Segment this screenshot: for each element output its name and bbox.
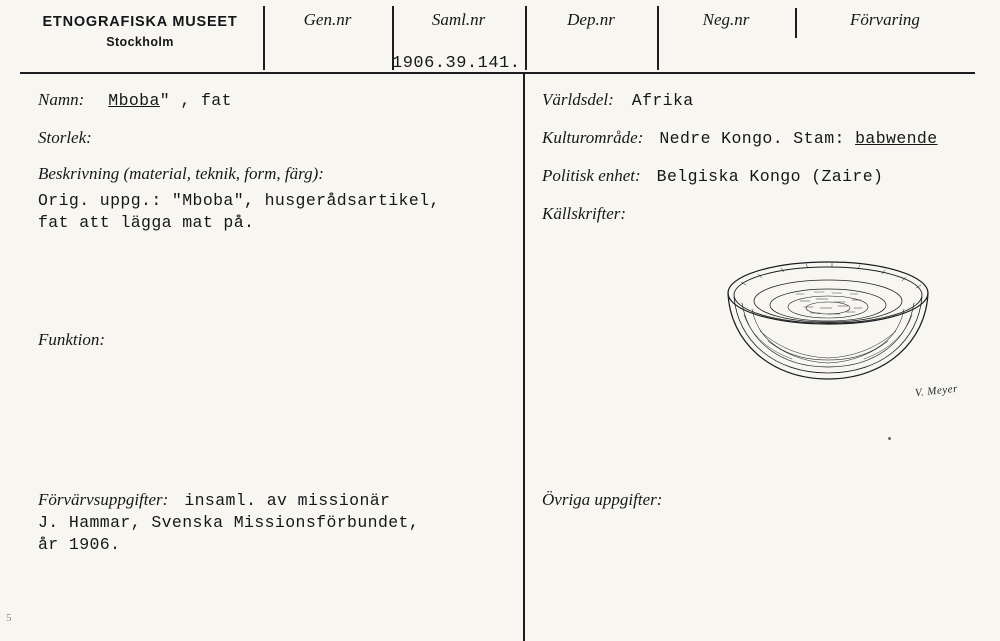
header-col-dep-nr: [525, 0, 657, 72]
museum-name: ETNOGRAFISKA MUSEET: [42, 14, 238, 30]
field-forvarvsuppgifter-label: Förvärvsuppgifter:: [38, 490, 169, 509]
field-beskrivning: [38, 164, 440, 232]
header-col-neg-nr: [657, 0, 795, 72]
field-funktion-label: Funktion:: [38, 330, 106, 349]
gen-nr-value: 1906.39.141.: [392, 54, 521, 73]
header-col-gen-nr-label: Gen.nr: [303, 10, 352, 29]
field-kulturomrade-value-tribe: babwende: [855, 129, 938, 148]
header-col-neg-nr-label: Neg.nr: [702, 10, 750, 29]
museum-city: Stockholm: [106, 35, 174, 49]
field-namn-label: Namn:: [38, 90, 85, 109]
field-forvarvsuppgifter-line-2: J. Hammar, Svenska Missionsförbundet,: [38, 513, 420, 532]
field-forvarvsuppgifter: [38, 490, 419, 554]
header-col-dep-nr-label: Dep.nr: [567, 10, 615, 29]
field-forvarvsuppgifter-first-line: [38, 490, 419, 510]
field-ovriga-uppgifter: [542, 490, 676, 510]
header-col-forvaring: [795, 0, 975, 72]
field-kallskrifter-label: Källskrifter:: [542, 204, 627, 223]
field-kulturomrade-value-prefix: Nedre Kongo. Stam:: [659, 129, 856, 148]
field-namn: [38, 90, 232, 110]
field-politisk-enhet-label: Politisk enhet:: [542, 166, 641, 185]
field-namn-value-underlined: Mboba: [108, 91, 160, 110]
field-kallskrifter: [542, 204, 640, 224]
field-storlek-label: Storlek:: [38, 128, 92, 147]
header-col-saml-nr-label: Saml.nr: [431, 10, 486, 29]
header-col-forvaring-label: Förvaring: [850, 10, 920, 29]
artist-signature: V. Meyer: [914, 382, 959, 400]
field-forvarvsuppgifter-line-3: år 1906.: [38, 535, 121, 554]
field-beskrivning-line-1: Orig. uppg.: "Mboba", husgerådsartikel,: [38, 191, 440, 210]
field-politisk-enhet: [542, 166, 883, 186]
field-varldsdel: [542, 90, 694, 110]
header-col-gen-nr: [263, 0, 392, 72]
field-forvarvsuppgifter-line-1: insaml. av missionär: [184, 491, 391, 510]
museum-identity: [20, 0, 260, 72]
field-beskrivning-line-2: fat att lägga mat på.: [38, 213, 255, 232]
field-varldsdel-label: Världsdel:: [542, 90, 614, 109]
field-kulturomrade: [542, 128, 938, 148]
field-storlek: [38, 128, 106, 148]
column-divider: [523, 74, 525, 641]
field-varldsdel-value: Afrika: [631, 91, 694, 110]
field-beskrivning-label: Beskrivning (material, teknik, form, färg):: [38, 164, 324, 183]
field-kulturomrade-label: Kulturområde:: [542, 128, 644, 147]
field-politisk-enhet-value: Belgiska Kongo (Zaire): [656, 167, 884, 186]
card-edge-mark: 5: [6, 612, 12, 624]
field-namn-value: Mboba" , fat: [108, 91, 232, 110]
field-ovriga-uppgifter-label: Övriga uppgifter:: [542, 490, 663, 509]
field-funktion: [38, 330, 119, 350]
paper-speck: [888, 437, 891, 440]
